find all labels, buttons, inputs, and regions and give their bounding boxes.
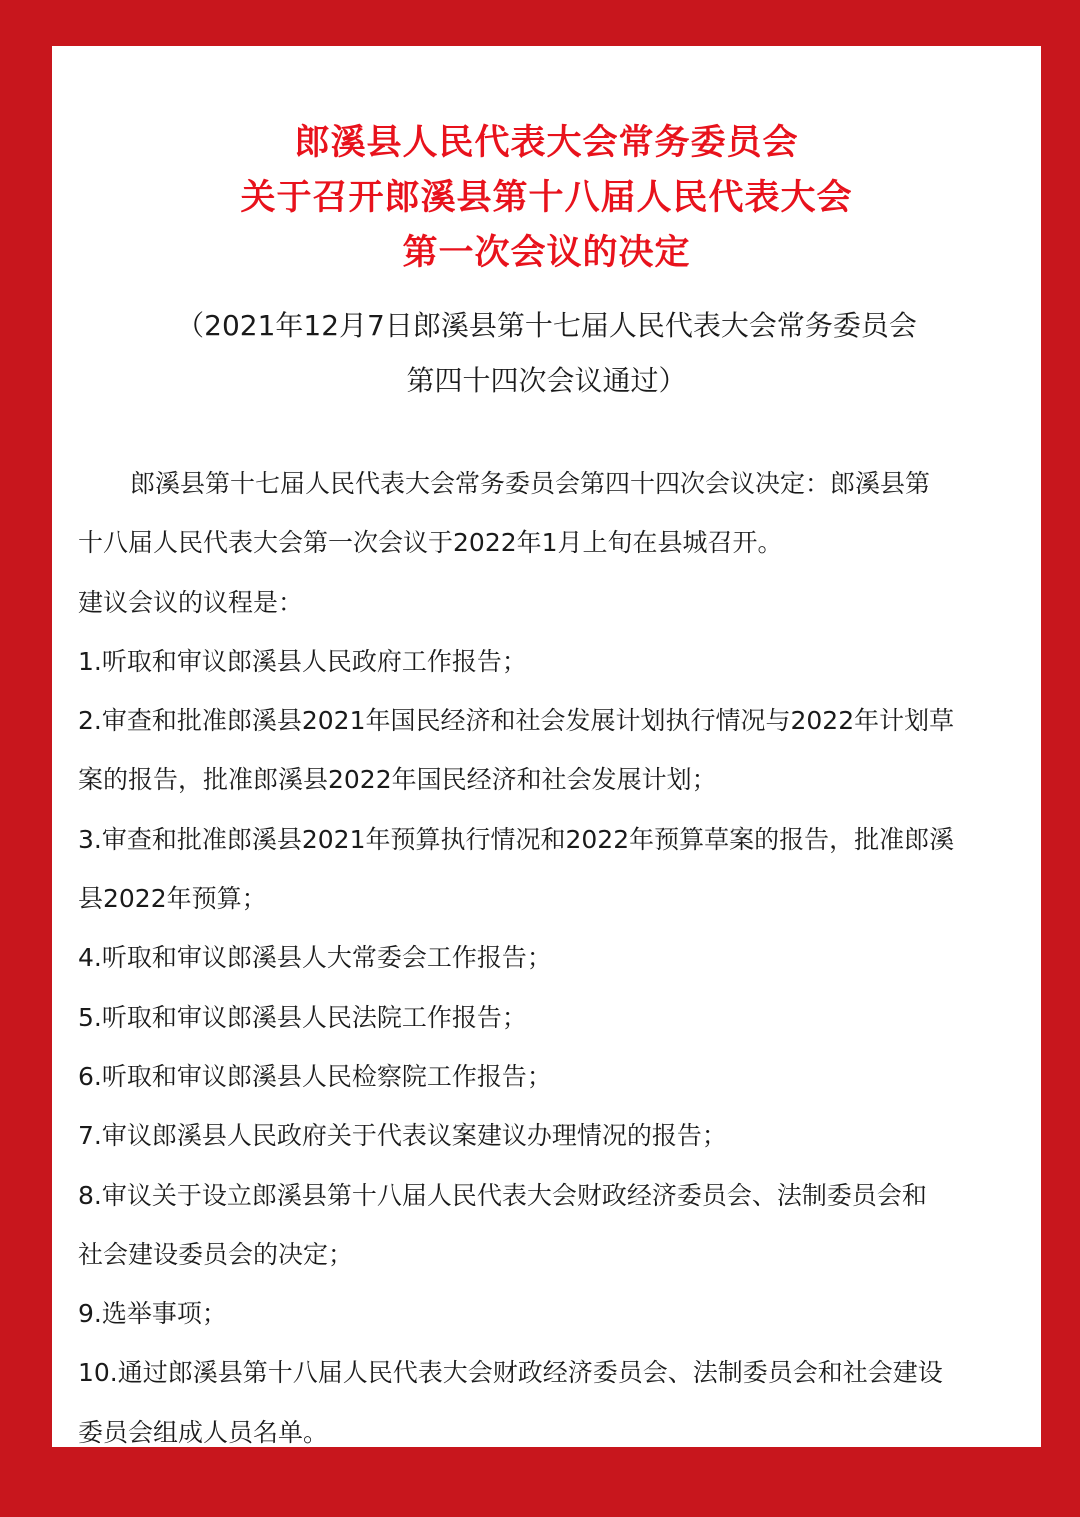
- body-line: 郎溪县第十七届人民代表大会常务委员会第四十四次会议决定：郎溪县第: [130, 469, 931, 498]
- title-line-1: 郎溪县人民代表大会常务委员会: [294, 123, 799, 163]
- agenda-item-8-cont: 社会建设委员会的决定；: [78, 1239, 354, 1269]
- adoption-note-line-2: 第四十四次会议通过）: [406, 364, 687, 397]
- agenda-item-3: 3.审查和批准郎溪县2021年预算执行情况和2022年预算草案的报告，批准郎溪: [78, 824, 955, 854]
- document-paper: [52, 46, 1041, 1447]
- agenda-item-1: 1.听取和审议郎溪县人民政府工作报告；: [78, 646, 527, 676]
- agenda-item-9: 9.选举事项；: [78, 1299, 227, 1329]
- adoption-note-line-1: （2021年12月7日郎溪县第十七届人民代表大会常务委员会: [176, 309, 917, 342]
- agenda-item-7: 7.审议郎溪县人民政府关于代表议案建议办理情况的报告；: [78, 1121, 727, 1151]
- adoption-note: [52, 298, 1041, 408]
- body-line: 十八届人民代表大会第一次会议于2022年1月上旬在县城召开。: [78, 528, 783, 558]
- agenda-item-10-cont: 委员会组成人员名单。: [78, 1417, 329, 1447]
- title-line-3: 第一次会议的决定: [402, 233, 691, 273]
- title-line-2: 关于召开郎溪县第十八届人民代表大会: [240, 178, 853, 218]
- document-body: [78, 454, 1018, 1462]
- agenda-heading: 建议会议的议程是：: [78, 587, 304, 617]
- document-title: [52, 116, 1041, 281]
- agenda-item-6: 6.听取和审议郎溪县人民检察院工作报告；: [78, 1061, 552, 1091]
- agenda-item-8: 8.审议关于设立郎溪县第十八届人民代表大会财政经济委员会、法制委员会和: [78, 1180, 927, 1210]
- agenda-item-2: 2.审查和批准郎溪县2021年国民经济和社会发展计划执行情况与2022年计划草: [78, 706, 955, 736]
- agenda-item-3-cont: 县2022年预算；: [78, 884, 267, 914]
- agenda-item-4: 4.听取和审议郎溪县人大常委会工作报告；: [78, 943, 552, 973]
- agenda-item-5: 5.听取和审议郎溪县人民法院工作报告；: [78, 1002, 527, 1032]
- agenda-item-2-cont: 案的报告，批准郎溪县2022年国民经济和社会发展计划；: [78, 765, 717, 795]
- agenda-item-10: 10.通过郎溪县第十八届人民代表大会财政经济委员会、法制委员会和社会建设: [78, 1358, 943, 1388]
